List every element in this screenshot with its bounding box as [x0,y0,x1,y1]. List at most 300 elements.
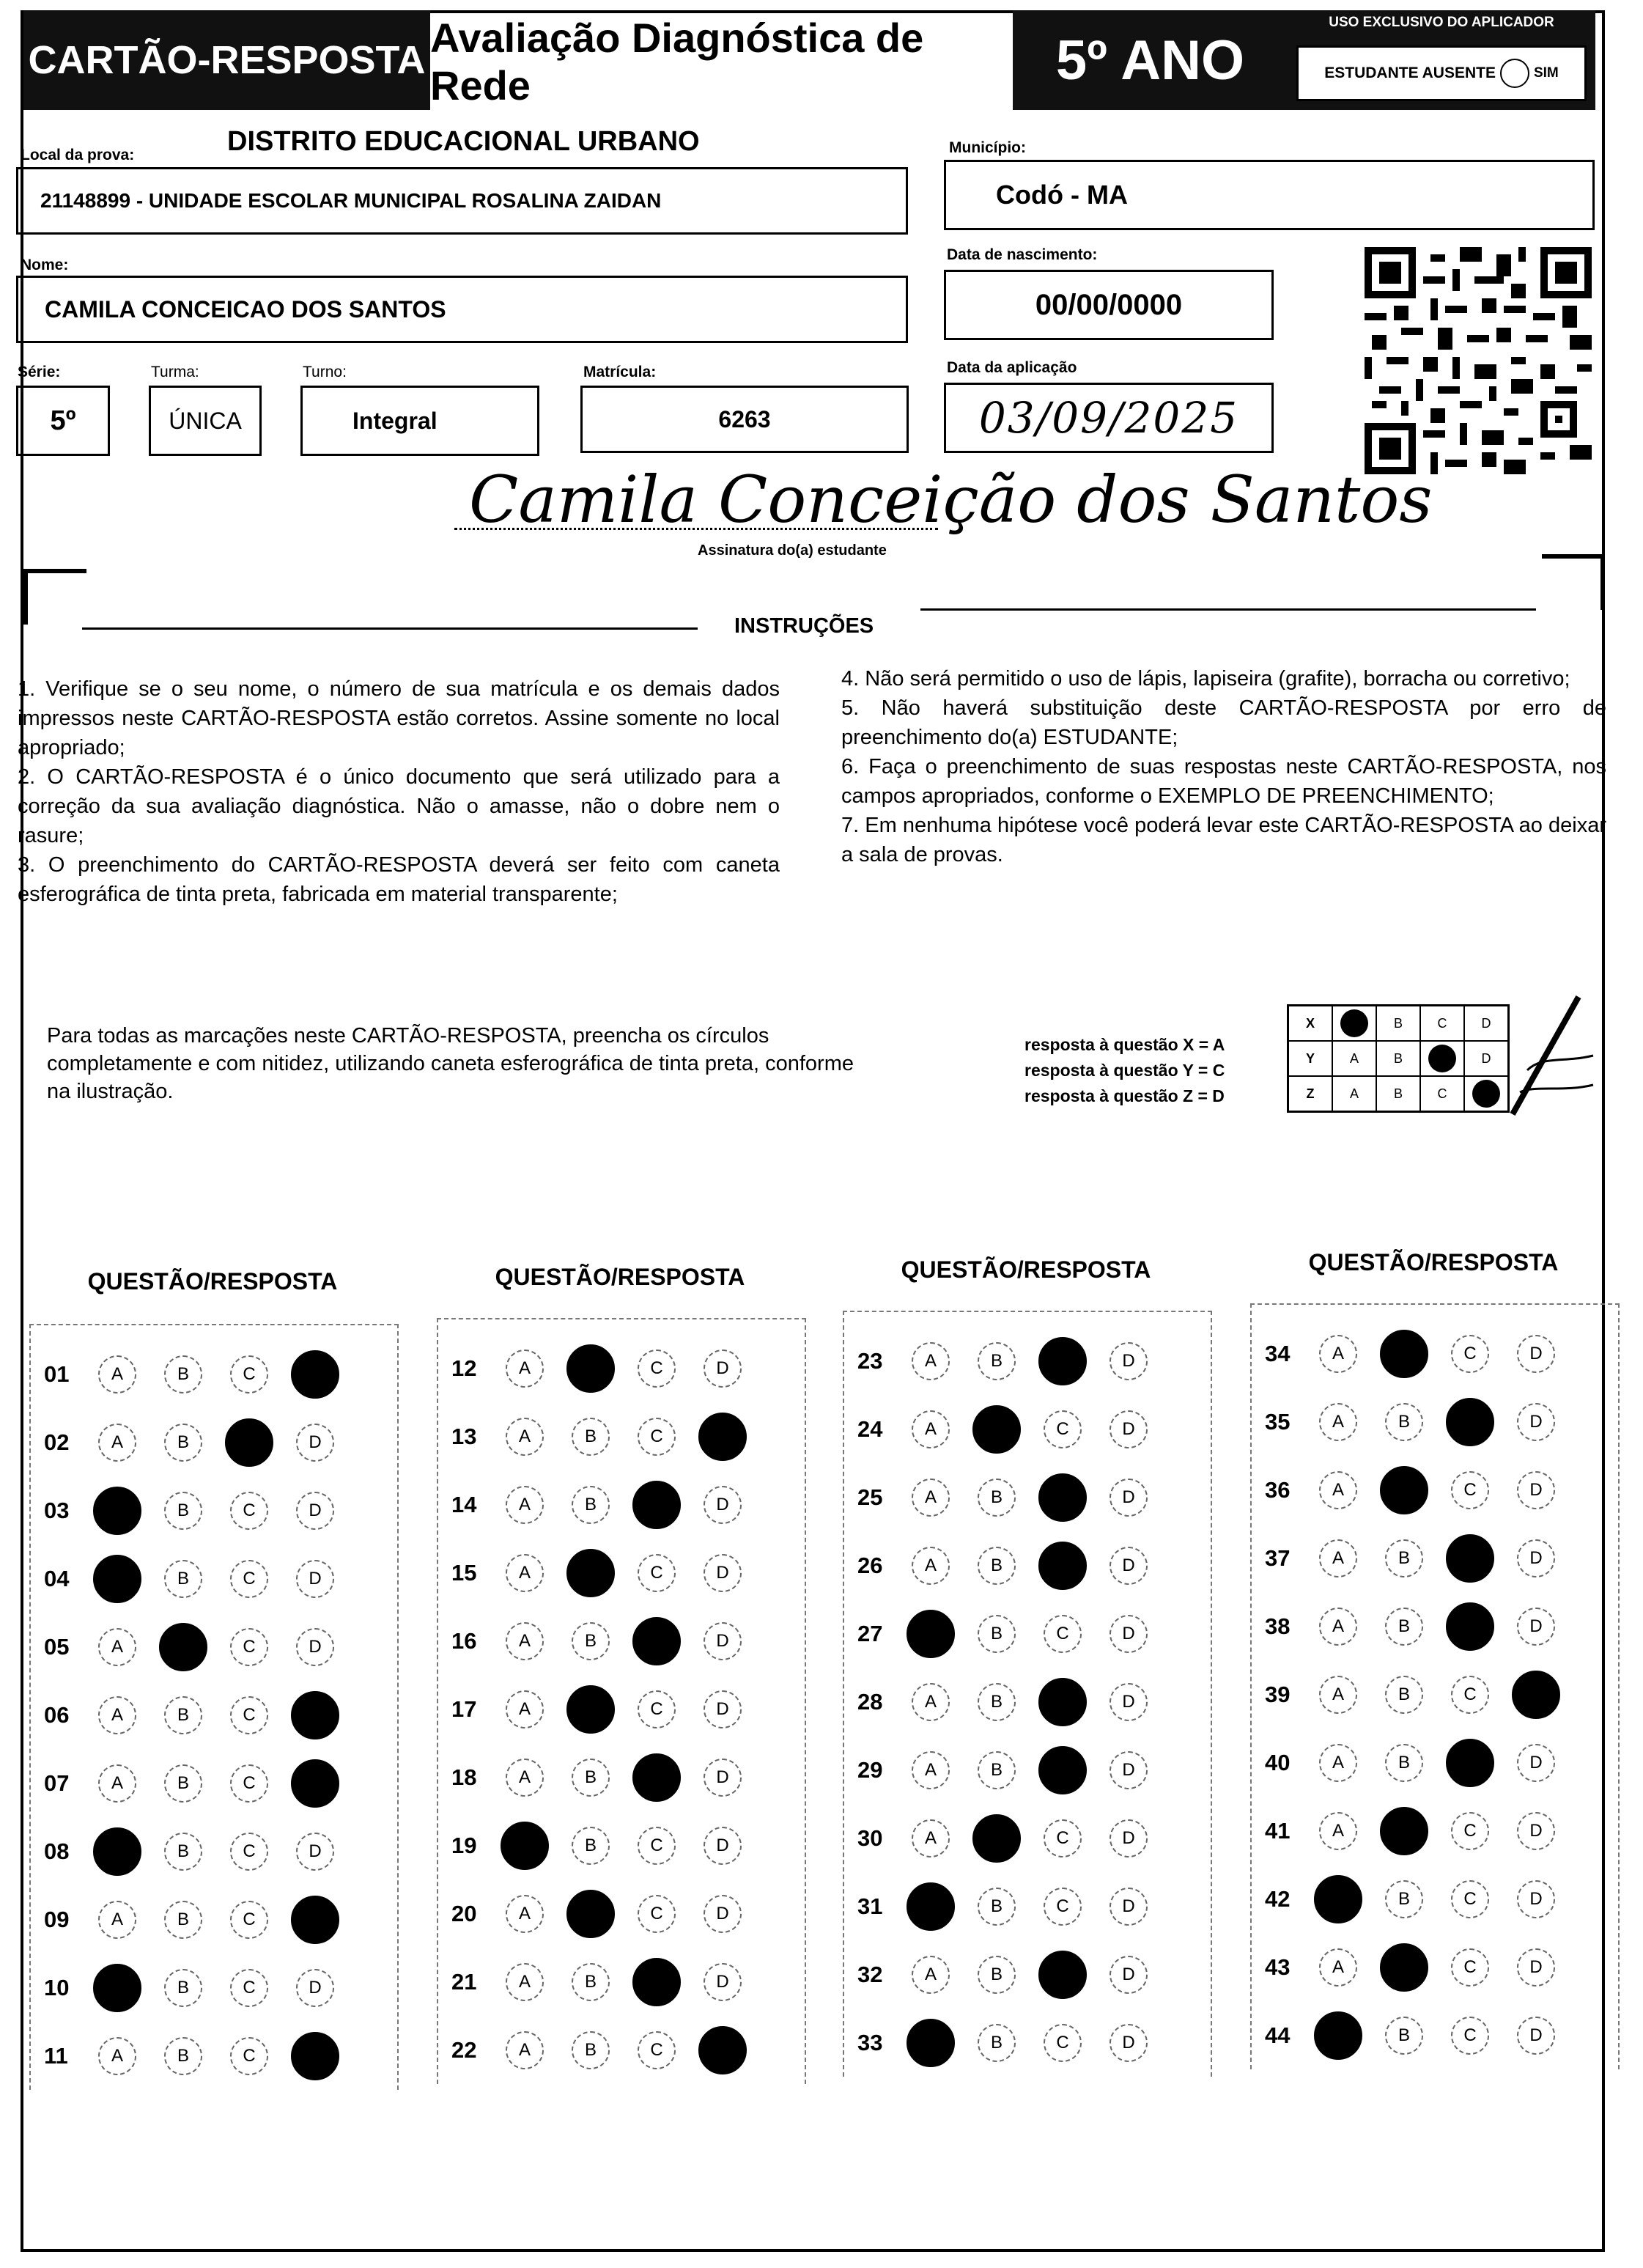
answer-bubble-c[interactable]: C [230,1833,268,1871]
question-number: 14 [451,1491,477,1517]
answer-bubble-c[interactable] [632,1481,681,1529]
answer-bubble-b[interactable]: B [164,1560,202,1598]
answer-bubble-d[interactable]: D [704,1350,742,1388]
instruction-5: 5. Não haverá substituição deste CARTÃO-RESPOSTA por erro de preenchimento do(a) ESTUDANTE; [841,696,1606,749]
answer-bubble-c[interactable] [1038,1746,1087,1794]
answer-bubble-c[interactable]: C [1451,2017,1489,2055]
signature-label: Assinatura do(a) estudante [698,542,887,559]
answer-bubble-b[interactable] [972,1405,1021,1454]
instruction-1: 1. Verifique se o seu nome, o número de sua matrícula e os demais dados impressos neste CARTÃO-RESPOSTA estão corretos. Assine somente no local apropriado; [18,677,780,759]
aplicacao-label: Data da aplicação [947,359,1077,376]
question-number: 08 [44,1838,70,1864]
turno-box [300,386,539,456]
answer-column-title: QUESTÃO/RESPOSTA [901,1256,1151,1283]
answer-bubble-a[interactable]: A [506,1486,544,1524]
answer-bubble-d[interactable]: D [704,1827,742,1865]
nascimento-value: 00/00/0000 [1035,288,1183,321]
answer-bubble-a[interactable] [93,1487,141,1535]
example-cell: D [1464,1041,1509,1076]
answer-bubble-c[interactable] [632,1958,681,2006]
answer-column [29,1324,399,2090]
answer-bubble-b[interactable]: B [164,1424,202,1462]
answer-bubble-b[interactable]: B [572,1486,610,1524]
answer-bubble-a[interactable]: A [98,2037,136,2075]
answer-bubble-b[interactable]: B [164,1492,202,1530]
answer-bubble-a[interactable]: A [98,1696,136,1734]
answer-row [31,1408,397,1476]
example-line-x: resposta à questão X = A [1024,1035,1225,1054]
answer-row [438,1811,805,1879]
example-question-label: Z [1288,1076,1333,1112]
answer-row [31,1749,397,1817]
question-number: 30 [857,1825,883,1851]
answer-bubble-d[interactable] [698,2026,747,2074]
answer-bubble-c[interactable]: C [230,1560,268,1598]
answer-bubble-b[interactable]: B [572,1759,610,1797]
answer-bubble-c[interactable] [632,1617,681,1665]
answer-row [1252,1797,1618,1865]
answer-bubble-d[interactable] [1512,1671,1560,1719]
answer-bubble-a[interactable]: A [506,1759,544,1797]
question-number: 39 [1265,1681,1291,1707]
answer-row [844,1531,1211,1599]
question-number: 35 [1265,1408,1291,1435]
example-cell: B [1376,1041,1420,1076]
answer-bubble-d[interactable]: D [296,1560,334,1598]
answer-bubble-c[interactable]: C [1044,1888,1082,1926]
answer-bubble-c[interactable]: C [1044,1410,1082,1448]
answer-bubble-b[interactable]: B [164,1355,202,1393]
question-number: 36 [1265,1476,1291,1503]
serie-box [16,386,110,456]
answer-row [1252,1456,1618,1524]
answer-bubble-b[interactable] [566,1549,615,1597]
answer-bubble-b[interactable]: B [978,2024,1016,2062]
instructions-rule-right [920,608,1536,611]
answer-bubble-c[interactable]: C [230,1355,268,1393]
answer-row [438,1607,805,1675]
answer-bubble-c[interactable] [1446,1602,1494,1651]
question-number: 19 [451,1832,477,1858]
answer-bubble-a[interactable]: A [1319,1744,1357,1782]
answer-bubble-a[interactable]: A [1319,1403,1357,1441]
answer-bubble-d[interactable]: D [1110,1547,1148,1585]
answer-bubble-c[interactable] [632,1753,681,1802]
answer-row [438,1743,805,1811]
question-number: 09 [44,1906,70,1932]
absent-option: SIM [1533,65,1559,81]
answer-bubble-d[interactable]: D [704,1622,742,1660]
answer-bubble-c[interactable] [1446,1534,1494,1583]
answer-bubble-a[interactable]: A [912,1956,950,1994]
answer-bubble-a[interactable]: A [912,1547,950,1585]
question-number: 31 [857,1893,883,1919]
answer-row [844,1804,1211,1872]
signature: Camila Conceição dos Santos [469,462,1433,537]
answer-bubble-a[interactable] [907,1610,955,1658]
answer-bubble-a[interactable]: A [912,1683,950,1721]
instructions-corner-right [1542,554,1605,610]
answer-bubble-b[interactable]: B [572,1418,610,1456]
answer-bubble-b[interactable] [159,1623,207,1671]
answer-bubble-a[interactable]: A [912,1479,950,1517]
answer-bubble-d[interactable]: D [704,1759,742,1797]
qr-code [1365,245,1592,476]
answer-bubble-d[interactable] [291,2032,339,2080]
answer-bubble-d[interactable]: D [296,1833,334,1871]
answer-bubble-b[interactable]: B [572,1827,610,1865]
aplicacao-value: 03/09/2025 [978,393,1239,443]
answer-bubble-b[interactable] [566,1890,615,1938]
answer-bubble-a[interactable]: A [912,1819,950,1858]
serie-label: Série: [18,364,61,380]
answer-bubble-a[interactable]: A [506,1622,544,1660]
answer-row [844,1327,1211,1395]
answer-bubble-a[interactable]: A [98,1764,136,1803]
answer-bubble-b[interactable]: B [1385,1880,1423,1918]
answer-bubble-c[interactable]: C [1044,1819,1082,1858]
example-cell: B [1376,1006,1420,1042]
answer-bubble-c[interactable] [1038,1542,1087,1590]
answer-bubble-d[interactable]: D [1517,1471,1555,1509]
answer-bubble-b[interactable]: B [1385,1744,1423,1782]
answer-bubble-d[interactable] [698,1413,747,1461]
answer-bubble-a[interactable] [1314,1875,1362,1923]
answer-bubble-b[interactable]: B [1385,1676,1423,1714]
answer-bubble-a[interactable]: A [912,1751,950,1789]
answer-bubble-c[interactable]: C [230,2037,268,2075]
question-number: 04 [44,1565,70,1591]
question-number: 42 [1265,1885,1291,1912]
answer-bubble-d[interactable]: D [1110,1479,1148,1517]
answer-column-title: QUESTÃO/RESPOSTA [87,1268,338,1295]
answer-bubble-c[interactable]: C [1451,1676,1489,1714]
answer-bubble-c[interactable]: C [638,1418,676,1456]
municipio-box [944,160,1595,230]
answer-bubble-c[interactable]: C [638,1827,676,1865]
answer-bubble-d[interactable]: D [704,1554,742,1592]
answer-bubble-a[interactable] [907,2019,955,2067]
answer-bubble-c[interactable] [225,1418,273,1467]
nome-box [16,276,908,343]
answer-bubble-c[interactable]: C [230,1628,268,1666]
example-cell: A [1332,1076,1376,1112]
answer-bubble-a[interactable]: A [506,1690,544,1728]
answer-bubble-d[interactable]: D [1110,1888,1148,1926]
example-row [1288,1076,1509,1112]
answer-bubble-c[interactable]: C [1451,1948,1489,1987]
answer-bubble-d[interactable] [291,1350,339,1399]
answer-bubble-a[interactable]: A [1319,1539,1357,1577]
absent-checkbox[interactable] [1500,59,1529,88]
answer-bubble-b[interactable]: B [164,1696,202,1734]
answer-bubble-b[interactable]: B [572,2031,610,2069]
answer-bubble-c[interactable] [1446,1739,1494,1787]
answer-bubble-a[interactable] [93,1964,141,2012]
answer-bubble-c[interactable]: C [230,1969,268,2007]
applicator-label: USO EXCLUSIVO DO APLICADOR [1329,15,1554,30]
answer-bubble-a[interactable]: A [98,1424,136,1462]
instructions-right [841,664,1606,869]
example-question-label: X [1288,1006,1333,1042]
answer-bubble-d[interactable]: D [1110,1410,1148,1448]
answer-bubble-d[interactable]: D [1517,1812,1555,1850]
answer-bubble-b[interactable]: B [978,1751,1016,1789]
answer-bubble-d[interactable]: D [1110,1342,1148,1380]
answer-bubble-c[interactable]: C [230,1696,268,1734]
answer-bubble-a[interactable]: A [1319,1608,1357,1646]
answer-bubble-d[interactable]: D [296,1424,334,1462]
matricula-label: Matrícula: [583,364,657,380]
answer-bubble-d[interactable]: D [1517,1608,1555,1646]
answer-row [438,1402,805,1470]
answer-bubble-d[interactable]: D [704,1690,742,1728]
answer-column [843,1311,1212,2077]
answer-bubble-a[interactable] [907,1882,955,1931]
answer-bubble-a[interactable]: A [1319,1471,1357,1509]
example-cell: C [1420,1006,1464,1042]
question-number: 02 [44,1429,70,1455]
question-number: 11 [44,2042,68,2069]
example-cell-filled [1464,1076,1509,1112]
grade-title: 5º ANO [1013,10,1288,110]
example-cell: C [1420,1076,1464,1112]
question-number: 03 [44,1497,70,1523]
answer-bubble-c[interactable]: C [638,2031,676,2069]
answer-row [1252,1660,1618,1728]
answer-bubble-c[interactable]: C [1451,1880,1489,1918]
example-cell-filled [1420,1041,1464,1076]
answer-bubble-b[interactable]: B [978,1888,1016,1926]
answer-bubble-b[interactable]: B [978,1342,1016,1380]
nome-label: Nome: [21,257,69,273]
answer-bubble-d[interactable]: D [1517,1744,1555,1782]
answer-bubble-a[interactable]: A [506,1554,544,1592]
answer-bubble-c[interactable]: C [638,1350,676,1388]
question-number: 43 [1265,1954,1291,1980]
answer-bubble-a[interactable]: A [98,1628,136,1666]
example-lines [1024,1032,1225,1109]
answer-bubble-a[interactable]: A [506,1963,544,2001]
answer-row [1252,1592,1618,1660]
question-number: 41 [1265,1817,1291,1844]
answer-bubble-a[interactable]: A [1319,1676,1357,1714]
nascimento-label: Data de nascimento: [947,246,1098,263]
answer-bubble-c[interactable]: C [230,1901,268,1939]
question-number: 18 [451,1764,477,1790]
answer-row [31,1476,397,1544]
turma-value: ÚNICA [169,407,242,434]
answer-bubble-b[interactable] [1380,1807,1428,1855]
question-number: 06 [44,1701,70,1728]
answer-bubble-b[interactable]: B [978,1547,1016,1585]
answer-bubble-d[interactable]: D [1110,1751,1148,1789]
answer-row [31,1340,397,1408]
answer-bubble-b[interactable]: B [164,1969,202,2007]
answer-bubble-a[interactable]: A [506,1350,544,1388]
answer-row [1252,1728,1618,1797]
question-number: 37 [1265,1544,1291,1571]
answer-bubble-b[interactable] [566,1344,615,1393]
answer-bubble-d[interactable]: D [704,1486,742,1524]
answer-row [31,1613,397,1681]
instructions-rule-left [82,627,698,630]
instruction-7: 7. Em nenhuma hipótese você poderá levar este CARTÃO-RESPOSTA ao deixar a sala de provas. [841,814,1606,866]
answer-bubble-b[interactable]: B [1385,1608,1423,1646]
answer-bubble-b[interactable]: B [978,1615,1016,1653]
answer-bubble-c[interactable] [1038,1337,1087,1385]
answer-bubble-c[interactable] [1038,1473,1087,1522]
answer-bubble-d[interactable]: D [1517,2017,1555,2055]
answer-row [1252,2001,1618,2069]
question-number: 38 [1265,1613,1291,1639]
answer-bubble-c[interactable]: C [1451,1471,1489,1509]
answer-bubble-a[interactable]: A [98,1901,136,1939]
answer-bubble-d[interactable]: D [1110,1683,1148,1721]
question-number: 24 [857,1415,883,1442]
answer-bubble-b[interactable]: B [164,1901,202,1939]
answer-bubble-c[interactable]: C [638,1895,676,1933]
answer-row [1252,1865,1618,1933]
answer-bubble-a[interactable]: A [506,1895,544,1933]
answer-bubble-d[interactable]: D [1517,1539,1555,1577]
example-cell: A [1332,1041,1376,1076]
example-question-label: Y [1288,1041,1333,1076]
answer-row [844,1668,1211,1736]
answer-bubble-d[interactable]: D [1517,1403,1555,1441]
answer-row [1252,1524,1618,1592]
answer-bubble-b[interactable] [1380,1330,1428,1378]
instructions-corner-left [23,569,86,625]
answer-bubble-b[interactable]: B [164,1764,202,1803]
municipio-value: Codó - MA [996,180,1128,210]
answer-bubble-c[interactable]: C [1044,1615,1082,1653]
answer-bubble-a[interactable] [93,1555,141,1603]
answer-bubble-b[interactable]: B [164,2037,202,2075]
answer-row [31,1817,397,1885]
answer-bubble-d[interactable]: D [1110,1956,1148,1994]
answer-bubble-a[interactable]: A [98,1355,136,1393]
question-number: 21 [451,1968,477,1995]
answer-bubble-a[interactable]: A [506,2031,544,2069]
answer-bubble-b[interactable]: B [1385,2017,1423,2055]
answer-bubble-b[interactable] [566,1685,615,1734]
answer-bubble-d[interactable]: D [1517,1335,1555,1373]
answer-row [844,1463,1211,1531]
example-cell: B [1376,1076,1420,1112]
answer-bubble-a[interactable]: A [1319,1948,1357,1987]
question-number: 27 [857,1620,883,1646]
question-number: 20 [451,1900,477,1926]
example-row [1288,1006,1509,1042]
answer-bubble-a[interactable]: A [912,1410,950,1448]
instruction-3: 3. O preenchimento do CARTÃO-RESPOSTA deverá ser feito com caneta esferográfica de tinta preta, fabricada em material transparente; [18,853,780,906]
local-value: DISTRITO EDUCACIONAL URBANO [227,126,700,157]
answer-bubble-a[interactable]: A [1319,1812,1357,1850]
answer-bubble-c[interactable]: C [638,1690,676,1728]
answer-row [844,1599,1211,1668]
answer-bubble-c[interactable]: C [638,1554,676,1592]
answer-row [1252,1933,1618,2001]
answer-bubble-b[interactable]: B [978,1479,1016,1517]
answer-bubble-b[interactable]: B [978,1956,1016,1994]
answer-bubble-b[interactable]: B [1385,1539,1423,1577]
question-number: 10 [44,1974,70,2000]
answer-row [844,2009,1211,2077]
answer-bubble-d[interactable]: D [1110,1615,1148,1653]
answer-bubble-b[interactable]: B [1385,1403,1423,1441]
answer-bubble-d[interactable]: D [296,1969,334,2007]
answer-bubble-c[interactable]: C [230,1492,268,1530]
answer-row [844,1736,1211,1804]
pen-illustration [1505,982,1600,1129]
answer-bubble-a[interactable] [93,1827,141,1876]
exam-title: Avaliação Diagnóstica de Rede [430,10,1013,110]
example-filled-bubble [1472,1080,1500,1108]
answer-bubble-d[interactable]: D [1110,1819,1148,1858]
answer-bubble-c[interactable]: C [1451,1335,1489,1373]
example-row [1288,1041,1509,1076]
applicator-panel [1288,10,1595,110]
answer-bubble-b[interactable] [972,1814,1021,1863]
answer-bubble-d[interactable] [291,1759,339,1808]
answer-bubble-b[interactable]: B [164,1833,202,1871]
answer-bubble-d[interactable]: D [296,1492,334,1530]
answer-bubble-a[interactable] [501,1822,549,1870]
turno-value: Integral [352,407,437,434]
question-number: 13 [451,1423,477,1449]
answer-bubble-d[interactable]: D [704,1895,742,1933]
answer-bubble-c[interactable]: C [230,1764,268,1803]
answer-bubble-b[interactable]: B [572,1622,610,1660]
answer-bubble-b[interactable]: B [572,1963,610,2001]
question-number: 15 [451,1559,477,1586]
question-number: 33 [857,2029,883,2055]
answer-bubble-a[interactable]: A [912,1342,950,1380]
answer-bubble-b[interactable]: B [978,1683,1016,1721]
answer-bubble-a[interactable] [1314,2011,1362,2060]
absent-label: ESTUDANTE AUSENTE [1324,65,1496,81]
answer-row [438,1675,805,1743]
answer-bubble-d[interactable] [291,1896,339,1944]
example-table [1287,1004,1510,1113]
answer-bubble-d[interactable]: D [1517,1880,1555,1918]
answer-bubble-c[interactable] [1446,1398,1494,1446]
question-number: 23 [857,1347,883,1374]
answer-bubble-c[interactable]: C [1451,1812,1489,1850]
answer-bubble-b[interactable] [1380,1466,1428,1514]
answer-bubble-d[interactable]: D [1517,1948,1555,1987]
answer-bubble-d[interactable] [291,1691,339,1739]
answer-row [31,2022,397,2090]
answer-bubble-a[interactable]: A [506,1418,544,1456]
nascimento-box [944,270,1274,340]
answer-column-title: QUESTÃO/RESPOSTA [1308,1249,1559,1275]
answer-bubble-c[interactable] [1038,1678,1087,1726]
answer-column [1250,1303,1620,2069]
answer-bubble-b[interactable] [1380,1943,1428,1992]
answer-bubble-a[interactable]: A [1319,1335,1357,1373]
question-number: 01 [44,1361,70,1387]
answer-bubble-c[interactable]: C [1044,2024,1082,2062]
answer-bubble-d[interactable]: D [1110,2024,1148,2062]
answer-bubble-d[interactable]: D [704,1963,742,2001]
answer-bubble-d[interactable]: D [296,1628,334,1666]
instructions-left [18,674,780,909]
answer-row [31,1681,397,1749]
answer-bubble-c[interactable] [1038,1951,1087,1999]
question-number: 17 [451,1696,477,1722]
